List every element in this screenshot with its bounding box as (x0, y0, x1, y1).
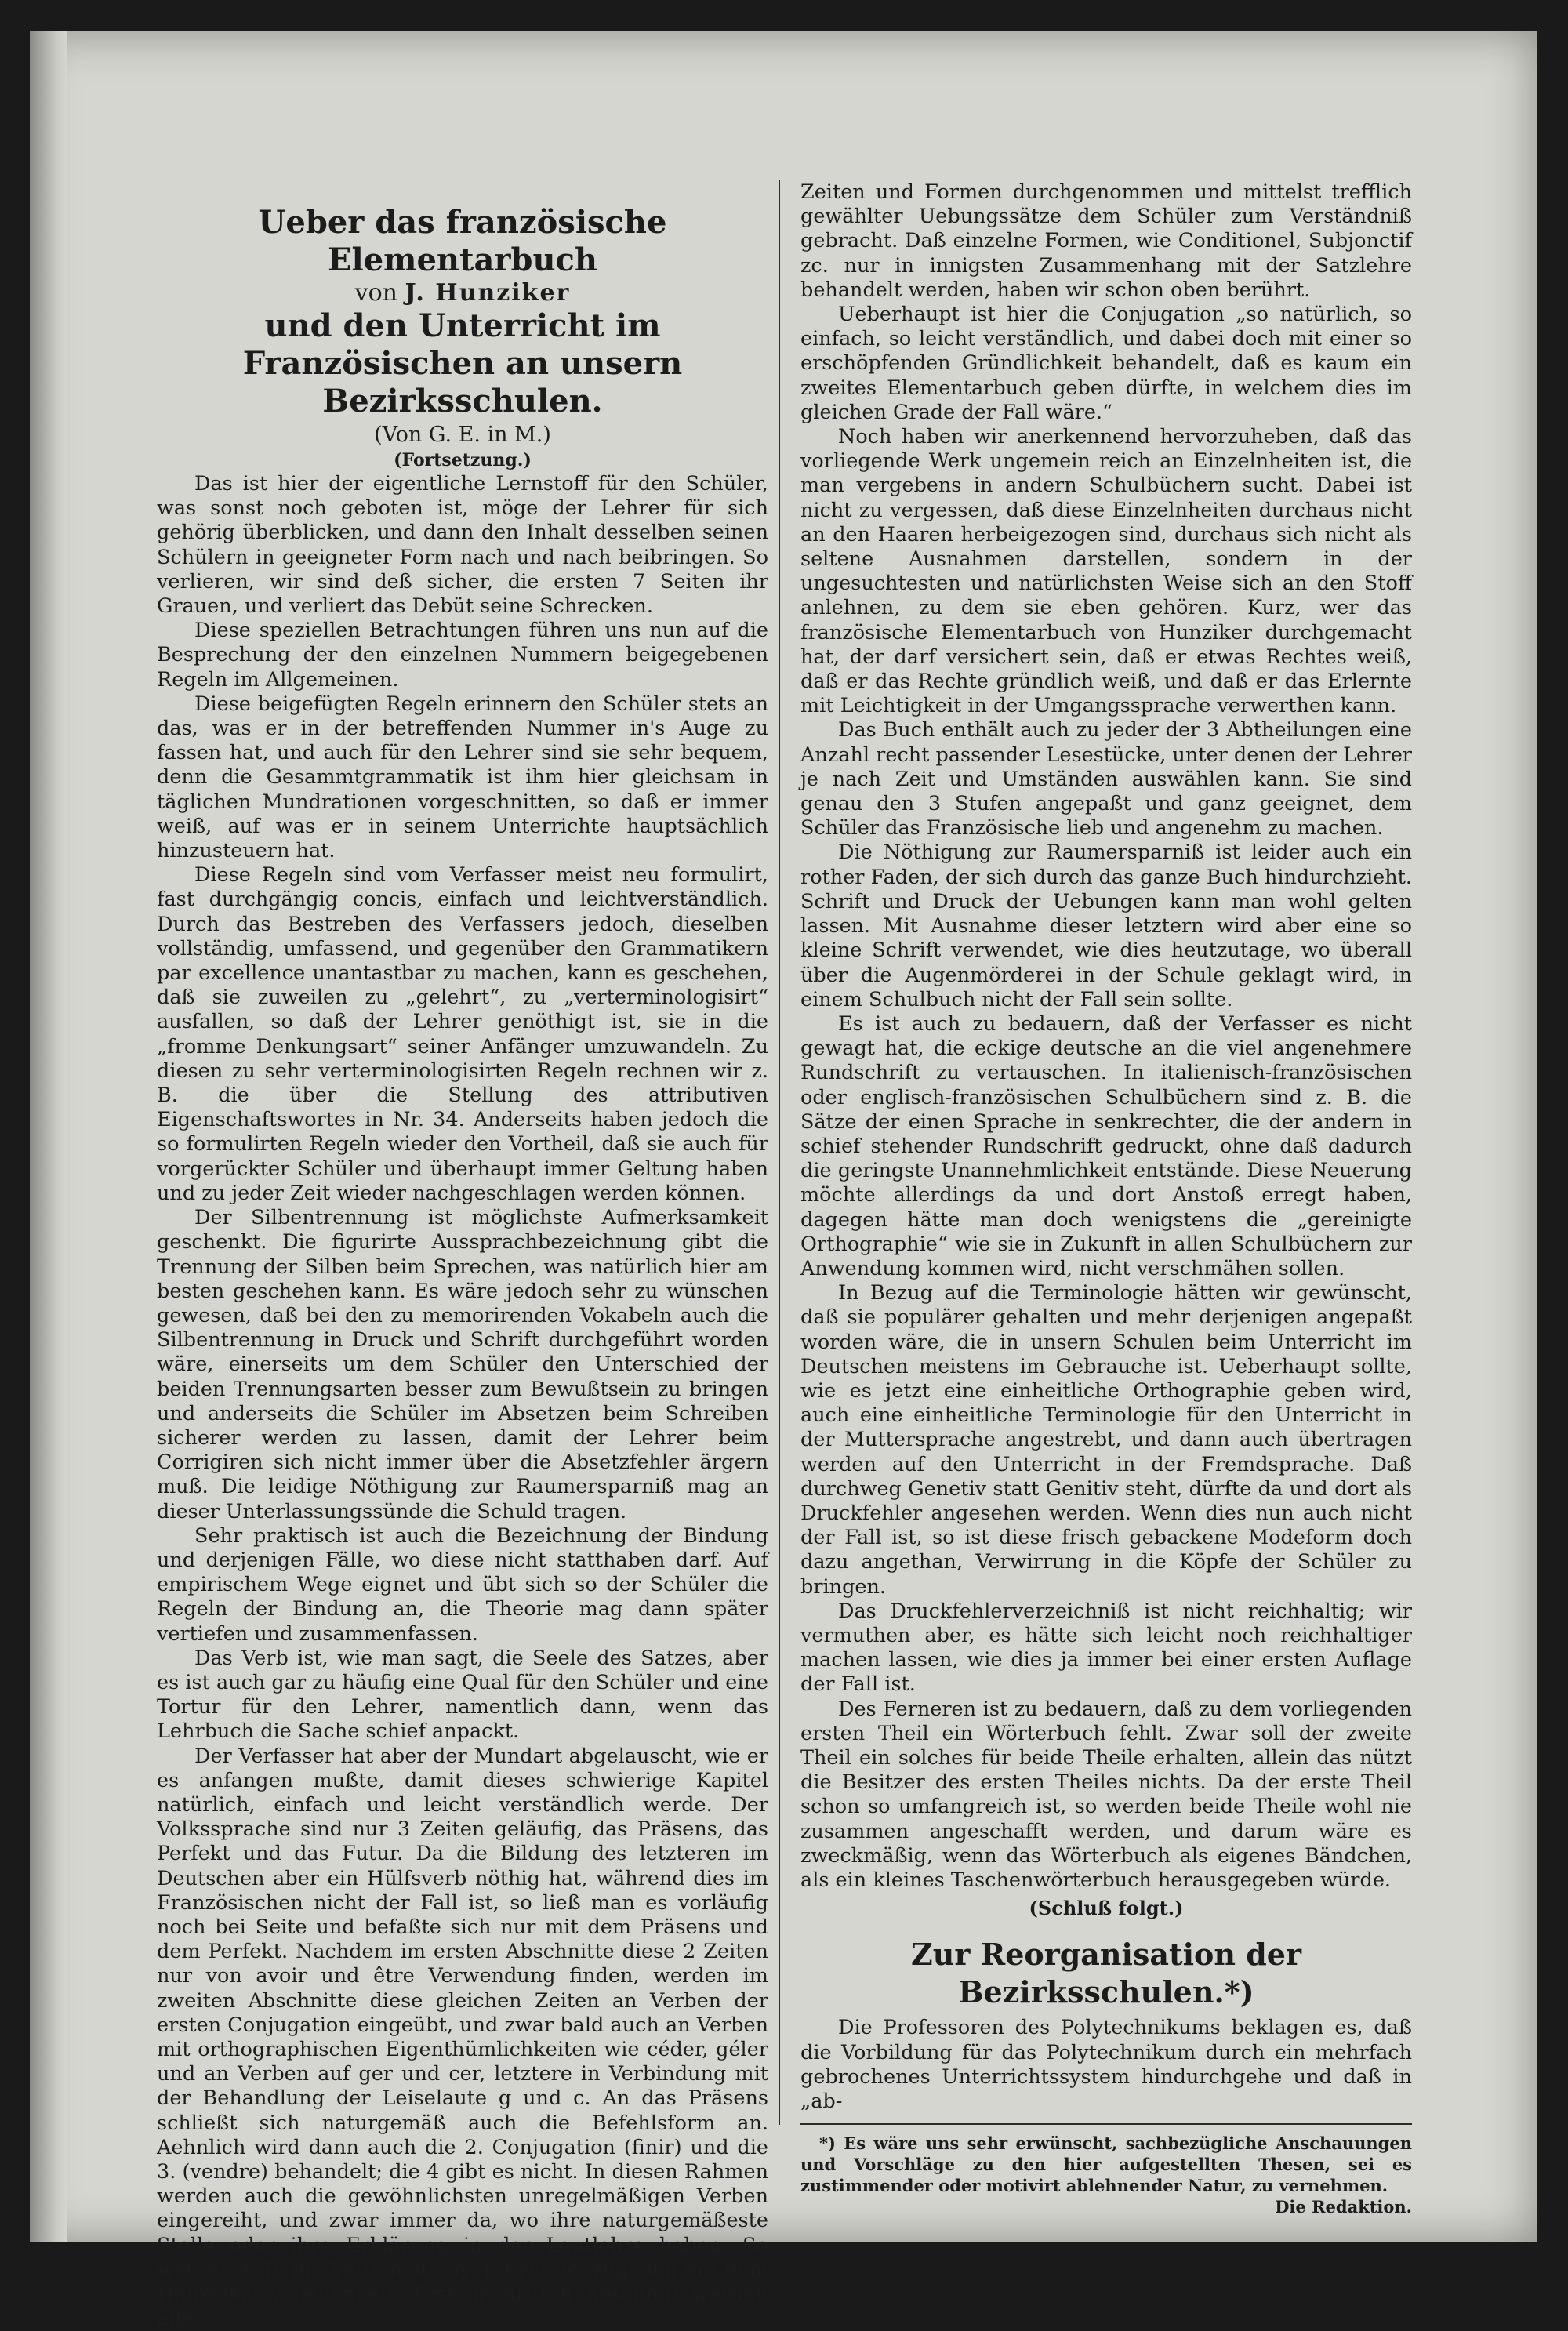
paragraph: Sehr praktisch ist auch die Bezeichnung der Bindung und derjenigen Fälle, wo diese nicht statthaben darf. Auf empirischem Wege eignet und übt sich so der Schüler die Regeln der Bindung an, die Theorie mag dann später vertiefen und zusammenfassen. (157, 1523, 768, 1646)
paragraph: In Bezug auf die Terminologie hätten wir gewünscht, daß sie populärer gehalten und mehr derjenigen angepaßt worden wäre, die in unsern Schulen beim Unterricht im Deutschen meistens im Gebrauche ist. Ueberhaupt sollte, wie es jetzt eine einheitliche Orthographie geben wird, auch eine einheitliche Terminologie für den Unterricht in der Muttersprache angestrebt, und dann auch übertragen werden auf den Unterricht in der Fremdsprache. Daß durchweg Genetiv statt Genitiv steht, dürfte da und dort als Druckfehler angesehen werden. Wenn dies nun auch nicht der Fall ist, so ist diese frisch gebackene Modeform doch dazu angethan, Verwirrung in die Köpfe der Schüler zu bringen. (800, 1281, 1412, 1599)
footnote-text: *) Es wäre uns sehr erwünscht, sachbezügliche Anschauungen und Vorschläge zu den hier aufgestellten Thesen, sei es zustimmender oder motivirt ablehnender Natur, zu vernehmen. (800, 2133, 1412, 2196)
article2-title: Zur Reorganisation der Bezirksschulen.*) (911, 1937, 1301, 2010)
newspaper-page (30, 31, 1537, 2331)
right-column (800, 180, 1412, 2217)
paragraph: Das ist hier der eigentliche Lernstoff für den Schüler, was sonst noch geboten ist, möge der Lehrer für sich gehörig überblicken, und dann den Inhalt desselben seinen Schülern in geeigneter Form nach und nach beibringen. So verlieren, wir sind deß sicher, die ersten 7 Seiten ihr Grauen, und verliert das Debüt seine Schrecken. (157, 472, 768, 619)
paragraph: Des Ferneren ist zu bedauern, daß zu dem vorliegenden ersten Theil ein Wörterbuch fehlt. Zwar soll der zweite Theil ein solches für beide Theile erhalten, allein das nützt die Besitzer des ersten Theiles nichts. Da der erste Theil schon so umfangreich ist, so werden beide Theile wohl nie zusammen angeschafft werden, und darum wäre es zweckmäßig, wenn das Wörterbuch als eigenes Bändchen, als ein kleines Taschenwörterbuch herausgegeben würde. (800, 1697, 1412, 1893)
continuation-note: (Fortsetzung.) (394, 450, 532, 470)
footnote-rule (800, 2123, 1412, 2125)
article-title-line4: Bezirksschulen. (322, 383, 603, 419)
closing-note: (Schluß folgt.) (1029, 1897, 1184, 1920)
paragraph: Zeiten und Formen durchgenommen und mittelst trefflich gewählter Uebungssätze dem Schüler zum Verständniß gebracht. Daß einzelne Formen, wie Conditionel, Subjonctif zc. nur in innigsten Zusammenhang mit der Satzlehre behandelt werden, haben wir schon oben berührt. (800, 180, 1412, 302)
article-title-line3: und den Unterricht im Französischen an unsern (242, 307, 683, 382)
article-title-von: von (354, 279, 397, 307)
article-author: J. Hunziker (405, 279, 571, 307)
paragraph: Der Verfasser hat aber der Mundart abgelauscht, wie er es anfangen mußte, damit dieses schwierige Kapitel natürlich, einfach und leicht verständlich werde. Der Volkssprache sind nur 3 Zeiten geläufig, das Präsens, das Perfekt und das Futur. Da die Bildung des letzteren im Deutschen aber ein Hülfsverb nöthig hat, während dies im Französischen nicht der Fall ist, so ließ man es vorläufig noch bei Seite und befaßte sich nur mit dem Präsens und dem Perfekt. Nachdem im ersten Abschnitte diese 2 Zeiten nur von avoir und être Verwendung finden, werden im zweiten Abschnitte diese gleichen Zeiten an Verben der ersten Conjugation eingeübt, und zwar bald auch an Verben mit orthographischen Eigenthümlichkeiten wie céder, géler und an Verben auf ger und cer, letztere in Verbindung mit der Behandlung der Leiselaute g und c. An das Präsens schließt sich naturgemäß auch die Befehlsform an. Aehnlich wird dann auch die 2. Conjugation (finir) und die 3. (vendre) behandelt; die 4 gibt es nicht. In diesen Rahmen werden auch die gewöhnlichsten unregelmäßigen Verben eingereiht, und zwar immer da, wo ihre naturgemäßeste Stelle oder ihre Erklärung in der Lautlehre haben. So werden z. B. die Verben auf ayer, uyer zc. zugleich mit dem Halbvokal y behandelt. Erst im dritten Abschnitt werden alle (157, 1744, 768, 2331)
paragraph: Das Verb ist, wie man sagt, die Seele des Satzes, aber es ist auch gar zu häufig eine Qual für den Schüler und eine Tortur für den Lehrer, namentlich dann, wenn das Lehrbuch die Sache schief anpackt. (157, 1646, 768, 1744)
article-byline: (Von G. E. in M.) (374, 423, 551, 447)
paragraph: Noch haben wir anerkennend hervorzuheben, daß das vorliegende Werk ungemein reich an Einzelnheiten ist, die man vergebens in andern Schulbüchern sucht. Dabei ist nicht zu vergessen, daß diese Einzelnheiten durchaus nicht an den Haaren herbeigezogen sind, durchaus sich nicht als seltene Ausnahmen darstellen, sondern in der ungesuchtesten und natürlichsten Weise sich an den Stoff anlehnen, zu dem sie eben gehören. Kurz, wer das französische Elementarbuch von Hunziker durchgemacht hat, der darf versichert sein, daß er etwas Rechtes weiß, daß er das Rechte gründlich weiß, und daß er das Erlernte mit Leichtigkeit in der Umgangssprache verwerthen kann. (800, 425, 1412, 718)
footnote-signature: Die Redaktion. (1275, 2197, 1412, 2217)
left-column (157, 180, 768, 2331)
paragraph: Es ist auch zu bedauern, daß der Verfasser es nicht gewagt hat, die eckige deutsche an die viel angenehmere Rundschrift zu vertauschen. In italienisch-französischen oder englisch-französischen Schulbüchern sind z. B. die Sätze der einen Sprache in senkrechter, die der andern in schief stehender Rundschrift gedruckt, ohne daß dadurch die geringste Unannehmlichkeit entstände. Diese Neuerung möchte allerdings da und dort Anstoß erregt haben, dagegen hätte man doch wenigstens die „gereinigte Orthographie“ wie sie in Zukunft in allen Schulbüchern zur Anwendung kommen wird, nicht verschmähen sollen. (800, 1011, 1412, 1280)
paragraph: Diese beigefügten Regeln erinnern den Schüler stets an das, was er in der betreffenden Nummer in's Auge zu fassen hat, und auch für den Lehrer sind sie sehr bequem, denn die Gesammtgrammatik ist ihm hier gleichsam in täglichen Mundrationen vorgeschnitten, so daß er immer weiß, auf was er in seinem Unterrichte hauptsächlich hinzusteuern hat. (157, 692, 768, 863)
article2-paragraph: Die Professoren des Polytechnikums beklagen es, daß die Vorbildung für das Polytechnikum durch ein mehrfach gebrochenes Unterrichtssystem hindurchgehe und daß in „ab- (800, 2016, 1412, 2114)
paragraph: Die Nöthigung zur Raumersparniß ist leider auch ein rother Faden, der sich durch das ganze Buch hindurchzieht. Schrift und Druck der Uebungen kann man wohl gelten lassen. Mit Ausnahme dieser letztern wird aber eine so kleine Schrift verwendet, wie dies heutzutage, wo überall über die Augenmörderei in der Schule geklagt wird, in einem Schulbuch nicht der Fall sein sollte. (800, 841, 1412, 1011)
footnote (800, 2133, 1412, 2217)
page-spine-shadow (30, 31, 67, 2242)
paragraph: Ueberhaupt ist hier die Conjugation „so natürlich, so einfach, so leicht verständlich, und dabei doch mit einer so erschöpfenden Gründlichkeit behandelt, daß es kaum ein zweites Elementarbuch geben dürfte, in welchem dies im gleichen Grade der Fall wäre.“ (800, 303, 1412, 424)
paragraph: Das Buch enthält auch zu jeder der 3 Abtheilungen eine Anzahl recht passender Lesestücke, unter denen der Lehrer je nach Zeit und Umständen auswählen kann. Sie sind genau den 3 Stufen angepaßt und ganz geeignet, dem Schüler das Französische lieb und angenehm zu machen. (800, 718, 1412, 841)
article-title-byauthor (157, 279, 768, 307)
paragraph: Diese speziellen Betrachtungen führen uns nun auf die Besprechung der den einzelnen Nummern beigegebenen Regeln im Allgemeinen. (157, 619, 768, 692)
paragraph: Diese Regeln sind vom Verfasser meist neu formulirt, fast durchgängig concis, einfach und leichtverständlich. Durch das Bestreben des Verfassers jedoch, dieselben vollständig, umfassend, und gegenüber den Grammatikern par excellence unantastbar zu machen, kann es geschehen, daß sie zuweilen zu „gelehrt“, zu „verterminologisirt“ ausfallen, so daß der Lehrer genöthigt ist, sie in die „fromme Denkungsart“ seiner Anfänger umzuwandeln. Zu diesen zu sehr verterminologisirten Regeln rechnen wir z. B. die über die Stellung des attributiven Eigenschaftswortes in Nr. 34. Anderseits haben jedoch die so formulirten Regeln wieder den Vortheil, daß sie auch für vorgerückter Schüler und überhaupt immer Geltung haben und zu jeder Zeit wieder nachgeschlagen werden können. (157, 863, 768, 1205)
paragraph: Das Druckfehlerverzeichniß ist nicht reichhaltig; wir vermuthen aber, es hätte sich leicht noch reichhaltiger machen lassen, wie dies ja immer bei einer ersten Auflage der Fall ist. (800, 1599, 1412, 1697)
column-divider (779, 180, 780, 2125)
paragraph: Der Silbentrennung ist möglichste Aufmerksamkeit geschenkt. Die figurirte Aussprachbezeichnung gibt die Trennung der Silben beim Sprechen, was natürlich hier am besten geschehen kann. Es wäre jedoch sehr zu wünschen gewesen, daß bei den zu memorirenden Vokabeln auch die Silbentrennung in Druck und Schrift durchgeführt worden wäre, einerseits um dem Schüler den Unterschied der beiden Trennungsarten besser zum Bewußtsein zu bringen und anderseits die Schüler im Absetzen beim Schreiben sicherer werden zu lassen, damit der Lehrer beim Corrigiren sich nicht immer über die Absetzfehler ärgern muß. Die leidige Nöthigung zur Raumersparniß mag an dieser Unterlassungssünde die Schuld tragen. (157, 1206, 768, 1523)
article-title-line1: Ueber das französische Elementarbuch (258, 204, 667, 278)
